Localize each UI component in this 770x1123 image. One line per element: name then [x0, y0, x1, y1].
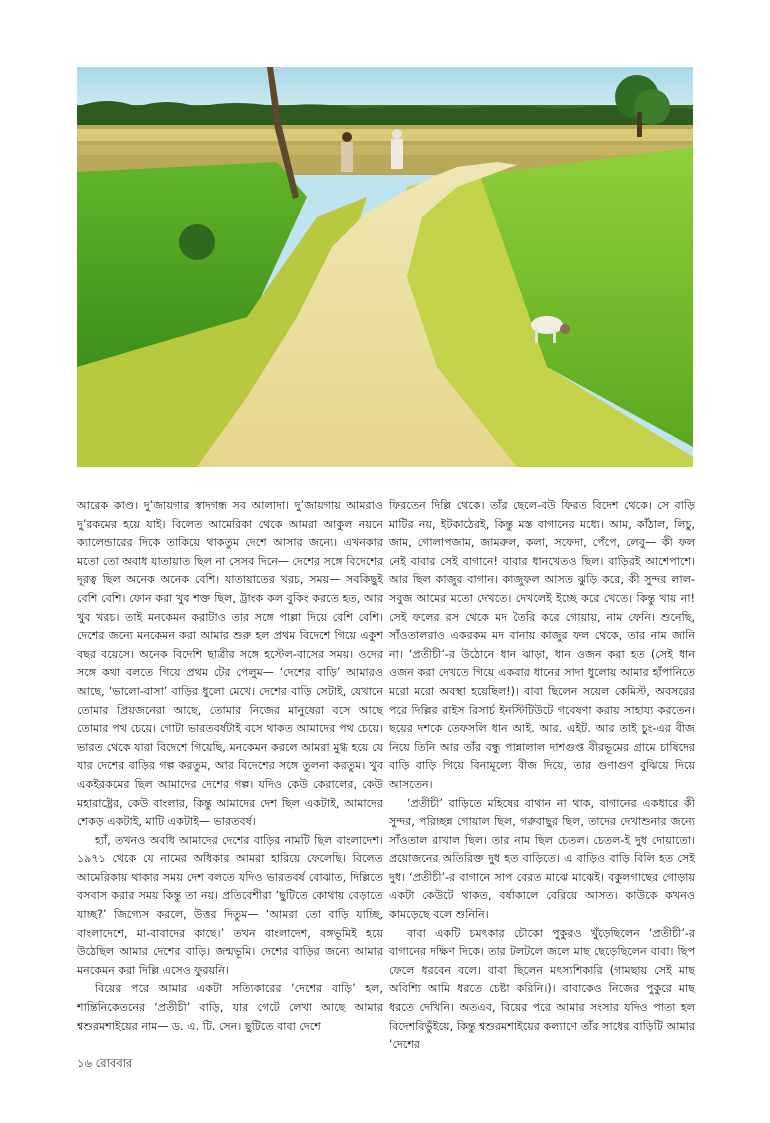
paragraph: আরেক কাণ্ড। দু’জায়গার স্বাদগন্ধ সব আলাদা। দু’জায়গায় আমরাও দু’রকমের হয়ে যাই। বিলেত আমেরিকা থেকে আমরা আকুল নয়নে ক্যালেন্ডারের দিকে তাকিয়ে থাকতুম দেশে আসার জন্যে। এখনকার মতো তো অবাধ যাতায়াত ছিল না সেসব দিনে— দেশের সঙ্গে বিদেশের দূরত্ব ছিল অনেক অনেক বেশি। যাতায়াতের খরচ, সময়— সবকিছুই বেশি বেশি। ফোন করা খুব শক্ত ছিল, ট্রাংক কল বুকিং করতে হত, আর খুব খরচ। তাই মনকেমন করাটাও তার সঙ্গে পাল্লা দিয়ে বেশি বেশি। দেশের জন্যে মনকেমন করা আমার শুরু হল প্রথম বিদেশে গিয়ে একুশ বছর বয়েসে। অনেক বিদেশি ছাত্রীর সঙ্গে হস্টেল-বাসের সময়। ওদের সঙ্গে কথা বলতে গিয়ে প্রথম টের পেলুম— ‘দেশের বাড়ি’ আমারও আছে, ‘ভালো-বাসা’ বাড়ির ধুলো মেখে। দেশের বাড়ি সেটাই, যেখানে তোমার প্রিয়জনেরা আছে, তোমার নিজের মানুষেরা বসে আছে তোমার পথ চেয়ে। গোটা ভারতবর্ষটাই বসে থাকত আমাদের পথ চেয়ে। ভারত থেকে যারা বিদেশে গিয়েছি, মনকেমন করলে আমরা মুগ্ধ হয়ে যে যার দেশের বাড়ির গল্প করতুম, আর বিদেশের সঙ্গে তুলনা করতুম। খুব একইরকমের ছিল আমাদের দেশের গল্প। যদিও কেউ কেরালের, কেউ মহারাষ্ট্রের, কেউ বাংলার, কিন্তু আমাদের দেশ ছিল একটাই, আমাদের শেকড় একটাই, মাটি একটাই— ভারতবর্ষ।	[77, 499, 383, 829]
paragraph: বাবা একটি চমৎকার চৌকো পুকুরও খুঁড়েছিলেন ‘প্রতীচী’-র বাগানের দক্ষিণ দিকে। তার টলটলে জলে মাছ ছেড়েছিলেন বাবা। ছিপ ফেলে ধরবেন বলে। বাবা ছিলেন মৎস্যশিকারি (গামছায় সেই মাছ অবিশ্যি আমি ধরতে চেষ্টা করিনি।)। বাবাকেও নিজের পুকুরে মাছ ধরতে দেখিনি। অতএব, বিয়ের পরে আমার সংসার যদিও পাতা হল বিদেশবিভুঁইয়ে, কিন্তু শ্বশুরমশাইয়ের কল্যাণে তাঁর সাধের বাড়িটি আমার ‘দেশের	[389, 926, 695, 1052]
article-left-column	[77, 497, 383, 1036]
paragraph: বিয়ের পরে আমার একটা সত্যিকারের ‘দেশের বাড়ি’ হল, শান্তিনিকেতনের ‘প্রতীচী’ বাড়ি, যার গেটে লেখা আছে আমার শ্বশুরমশাইয়ের নাম— ড. এ. টি. সেন। ছুটিতে বাবা দেশে	[77, 982, 383, 1033]
paragraph: হ্যাঁ, তখনও অবধি আমাদের দেশের বাড়ির নামটি ছিল বাংলাদেশ। ১৯৭১ থেকে যে নামের অধিকার আমরা হারিয়ে ফেলেছি। বিলেত আমেরিকায় থাকার সময় দেশ বলতে যদিও ভারতবর্ষ বোঝাত, দিল্লিতে বসবাস করার সময় কিন্তু তা নয়। প্রতিবেশীরা ‘ছুটিতে কোথায় বেড়াতে যাচ্ছ?’ জিগ্যেস করলে, উত্তর দিতুম— ‘আমরা তো বাড়ি যাচ্ছি, বাংলাদেশে, মা-বাবাদের কাছে।’ তখন বাংলাদেশ, বঙ্গভূমিই হয়ে উঠেছিল আমার দেশের বাড়ি। জন্মভূমি। দেশের বাড়ির জন্যে আমার মনকেমন করা দিল্লি এসেও ফুরয়নি।	[77, 833, 383, 977]
paragraph: ‘প্রতীচী’ বাড়িতে মহিষের বাথান না থাক, বাগানের একধারে কী সুন্দর, পরিচ্ছন্ন গোয়াল ছিল, গরুবাছুর ছিল, তাদের দেখাশুনার জন্যে সাঁওতাল রাখাল ছিল। তার নাম ছিল চেতল। চেতল-ই দুধ দোয়াতো। প্রয়োজনের অতিরিক্ত দুধ হত বাড়িতে। এ বাড়িও বাড়ি বিলি হত সেই দুধ। ‘প্রতীচী’-র বাগানে সাপ বেরত মাঝে মাঝেই। বকুলগাছের গোড়ায় একটা কেউটে থাকত, বর্ষাকালে বেরিয়ে আসত। কাউকে কখনও কামড়েছে বলে শুনিনি।	[389, 796, 695, 922]
page-folio: ১৬ রোববার	[77, 1056, 133, 1070]
paragraph: ফিরতেন দিল্লি থেকে। তাঁর ছেলে-বউ ফিরত বিদেশ থেকে। সে বাড়ি মাটির নয়, ইটকাঠেরই, কিন্তু মস্ত বাগানের মধ্যে। আম, কাঁঠাল, লিচু, জাম, গোলাপজাম, জামরুল, কলা, সফেদা, পেঁপে, লেবু— কী ফল নেই বাবার সেই বাগানে! বাবার ধানখেতও ছিল। বাড়িরই আশেপাশে। আর ছিল কাজুর বাগান। কাজুফল আসত ঝুড়ি করে, কী সুন্দর লাল-সবুজ আমের মতো দেখতে। দেখলেই ইচ্ছে করে খেতে। কিন্তু খায় না! সেই ফলের রস থেকে মদ তৈরি করে গোয়ায়, নাম ফেনি। শুনেছি, সাঁওতালরাও একরকম মদ বানায় কাজুর ফল থেকে, তার নাম জানি না। ‘প্রতীচী’-র উঠোনে ধান ঝাড়া, ধান ওজন করা হত (সেই ধান ওজন করা দেখতে গিয়ে একবার ধানের সাদা ধুলোয় আমার হাঁপানিতে মরো মরো অবস্থা হয়েছিল!)। বাবা ছিলেন সয়েল কেমিস্ট, অবসরের পরে দিল্লির রাইস রিসার্চ ইনস্টিটিউটে গবেষণা করায় সাহায্য করতেন। ছয়ের দশকে তেফসলি ধান আই. আর. এইট. আর তাই চুং-এর বীজ নিয়ে তিনি আর তাঁর বন্ধু পান্নালাল দাশগুপ্ত বীরভূমের গ্রামে চাষিদের বাড়ি বাড়ি গিয়ে বিনামূল্যে বীজ দিয়ে, তার গুণাগুণ বুঝিয়ে দিয়ে আসতেন।	[389, 499, 695, 791]
article-right-column	[389, 497, 695, 1055]
countryside-path-photo	[77, 67, 693, 467]
